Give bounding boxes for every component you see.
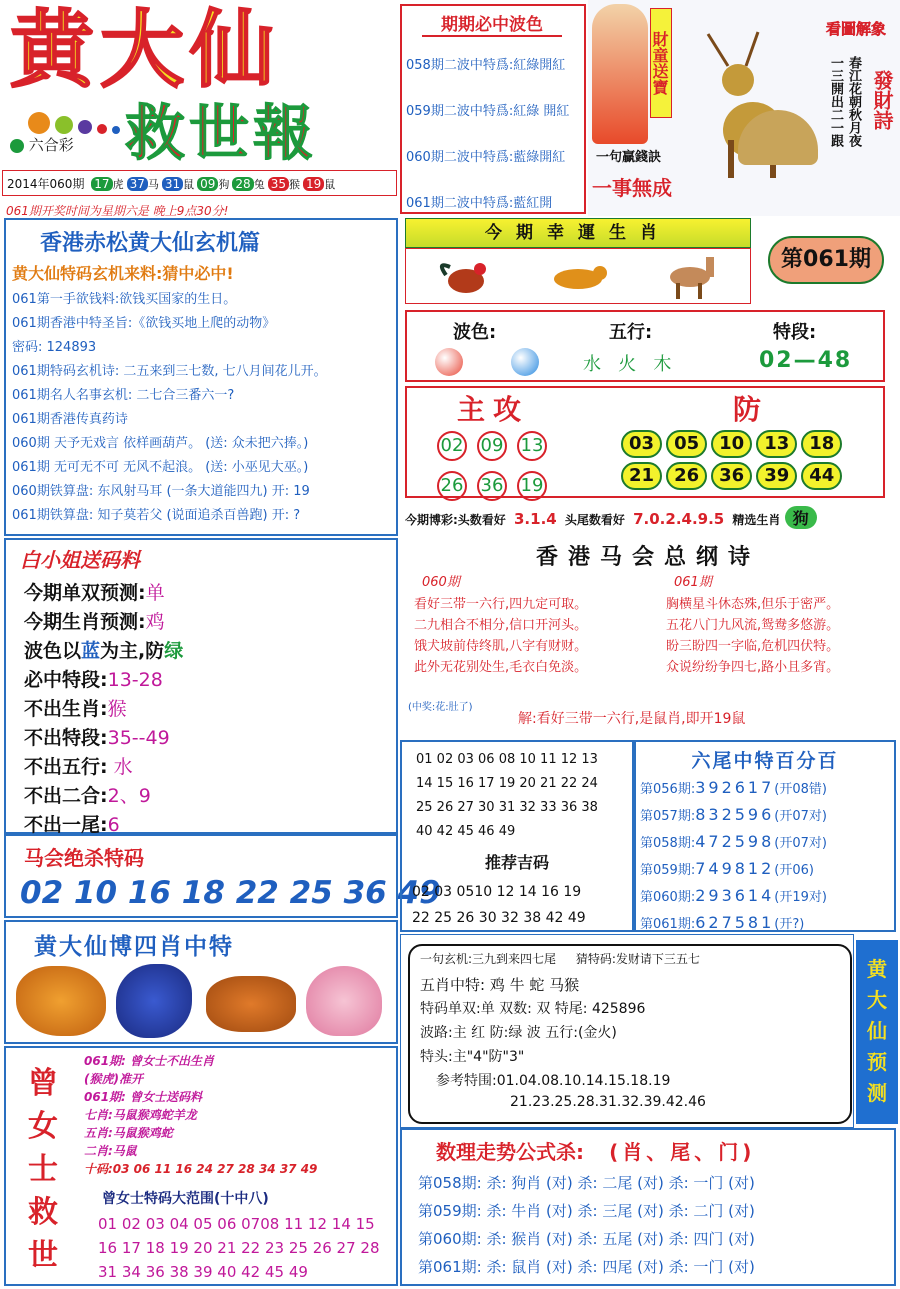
baixiao-row [24,753,396,782]
yuce-char: 黄 [867,957,887,981]
brand-label: 六合彩 [10,134,74,155]
zhu-number: 19 [517,471,547,501]
yiju-row: 波路:主 红 防:绿 波 五行:(金火) [420,1025,617,1041]
blue-ball-icon [511,348,539,376]
zeng-range-line: 31 34 36 38 39 40 42 45 49 [98,1263,308,1281]
result-number: 31 [162,177,183,191]
zeng-range-title: 曾女士特码大范围(十中八) [102,1191,269,1207]
baixiao-key: 不出五行: [24,756,108,778]
wave-title: 期期必中波色 [422,10,562,37]
liuwei-nums: 749812 [695,859,775,878]
zeng-line: 五肖:马鼠猴鸡蛇 [84,1126,173,1140]
liuwei-period: 第060期: [640,890,696,905]
yiju-row: 特头:主"4"防"3" [420,1049,525,1065]
gongshi-row: 第061期: 杀: 鼠肖 (对) 杀: 四尾 (对) 杀: 一门 (对) [418,1258,755,1276]
result-number: 17 [91,177,112,191]
baixiao-value: 2、9 [107,785,151,807]
liuwei-row [640,829,894,856]
jima-rec-line: 02 03 0510 12 14 16 19 [412,884,582,900]
title-main: 黄大仙 [10,1,281,99]
wave-row: 059期二波中特爲:紅綠 開紅 [406,104,570,119]
zonggang-title: 香港马会总纲诗 [535,545,760,570]
xuanji-line: 061期特码玄机诗: 二五来到三七数, 七八月间花儿开。 [12,364,327,379]
attr-box [405,310,885,382]
xuanji-line: 061期香港中特圣旨:《欲钱买地上爬的动物》 [12,316,276,331]
yuce-char: 大 [867,988,887,1012]
xuanji-sub: 黄大仙特码玄机来料:猜中必中! [12,264,234,283]
yiju-line-1b: 猜特码:发财请下三五七 [575,952,700,966]
jima-rec-line: 22 25 26 30 32 38 42 49 [412,910,586,926]
fang-number: 13 [756,430,797,458]
bocai-label-3: 精选生肖 [732,513,781,527]
jima-title: 推荐吉码 [484,853,549,872]
baixiao-value: 13-28 [107,669,163,691]
yiju-row: 五肖中特: 鸡 牛 蛇 马猴 [420,976,580,994]
xuanji-title: 香港赤松黄大仙玄机篇 [40,231,261,256]
liuwei-row [640,910,894,937]
zhu-number: 36 [477,471,507,501]
zeng-box [4,1046,398,1286]
yiju-line-1: 一句玄机:三九到来四七尾 [420,952,557,966]
title-sub: 救世報 [125,99,317,169]
bocai-value-2: 7.0.2.4.9.5 [633,510,725,528]
result-zodiac: 猴 [288,178,300,191]
poem-line: 此外无花别处生,毛衣白免淡。 [414,660,588,675]
liuwei-period: 第059期: [640,863,696,878]
liuwei-nums: 293614 [695,886,775,905]
fang-number: 03 [621,430,662,458]
baixiao-value: 猴 [107,698,127,720]
wave-box [400,4,586,214]
xuanji-line: 061期名人名事玄机: 二七合三番六一? [12,388,235,403]
notice: 061期开奖时间为星期六是 晚上9点30分! [6,204,229,218]
bose-label: 波色: [453,322,497,343]
horse-icon [662,253,722,301]
liuwei-title: 六尾中特百分百 [691,750,839,772]
xuanji-line: 密码: 124893 [12,340,97,355]
baixiao-value-2: 绿 [164,640,184,662]
zeng-line: 十码:03 06 11 16 24 27 28 34 37 49 [84,1162,318,1176]
yiju-row: 特码单双:单 双数: 双 特尾: 425896 [420,1001,646,1017]
jima-line: 25 26 27 30 31 32 33 36 38 [416,800,598,815]
zeng-line: 061期: 曾女士送码料 [84,1090,203,1104]
poem-title: 發財詩 [870,70,894,130]
zeng-range-line: 01 02 03 04 05 06 0708 11 12 14 15 [98,1215,375,1233]
baixiao-value: 蓝 [81,640,101,662]
liuwei-period: 第058期: [640,836,696,851]
zeng-char: 曾 [28,1066,58,1101]
baixiao-key: 不出生肖: [24,698,108,720]
liuwei-box [634,740,896,932]
liuwei-result: (开07对) [774,809,827,824]
result-zodiac: 马 [147,178,159,191]
jima-line: 01 02 03 06 08 10 11 12 13 [416,752,598,767]
result-number: 37 [127,177,148,191]
baixiao-value: 单 [145,582,165,604]
fang-number: 39 [756,462,797,490]
liuwei-row [640,775,894,802]
yuce-char: 测 [867,1081,887,1105]
liuwei-nums: 832596 [695,805,775,824]
yiju-row: 21.23.25.28.31.32.39.42.46 [510,1094,706,1110]
rabbit-picture-icon [306,966,382,1036]
gongshi-box [400,1128,896,1286]
red-ball-icon [435,348,463,376]
baixiao-row [24,724,396,753]
zeng-char: 世 [28,1238,58,1273]
result-zodiac: 狗 [218,178,230,191]
wave-row: 061期二波中特爲:藍紅開 [406,196,553,211]
results-bar [2,170,397,196]
zhu-number: 02 [437,431,467,461]
baixiao-key-2: 为主,防 [100,640,165,662]
liuwei-result: (开?) [774,917,805,932]
zonggang-060-label: 060期 [422,575,460,590]
result-zodiac: 虎 [112,178,124,191]
baixiao-key: 不出一尾: [24,814,108,836]
jima-line: 40 42 45 46 49 [416,824,516,839]
bocai-bar [405,506,895,532]
rooster-icon [436,255,496,299]
fang-number: 10 [711,430,752,458]
liuwei-result: (开06) [774,863,814,878]
baixiao-box [4,538,398,834]
poem-line: 众说纷纷争四七,路小且多宵。 [666,660,840,675]
zhu-number: 09 [477,431,507,461]
poem-line: 看好三带一六行,四九定可取。 [414,597,588,612]
zeng-char: 救 [28,1195,58,1230]
zeng-line: 二肖:马鼠 [84,1144,137,1158]
yiju-label: 一句贏錢訣 [596,150,662,165]
baixiao-row [24,695,396,724]
yuce-char: 预 [867,1050,887,1074]
result-number: 19 [303,177,324,191]
poem-col-1: 春江花朝秋月夜 [846,56,861,147]
poem-line: 胸横星斗休态殊,但乐于密严。 [666,597,840,612]
jima-line: 14 15 16 17 19 20 21 22 24 [416,776,598,791]
baixiao-value: 6 [107,814,120,836]
baixiao-title: 白小姐送码料 [20,548,140,572]
liuwei-result: (开07对) [774,836,827,851]
bocai-label-2: 头尾数看好 [564,513,625,527]
baixiao-key: 今期生肖预测: [24,611,146,633]
xuanji-line: 060期 天予无戏言 依样画葫芦。 (送: 众未把六捧。) [12,436,309,451]
result-zodiac: 鼠 [183,178,195,191]
gongshi-title: 数理走势公式杀: [436,1140,584,1164]
poem-line: 五花八门九风流,鸳鸯多悠游。 [666,618,840,633]
zhu-number: 13 [517,431,547,461]
xuanji-line: 061期铁算盘: 知子莫若父 (说面追杀百兽跑) 开: ? [12,508,301,523]
liuwei-nums: 392617 [695,778,775,797]
wuxing-label: 五行: [609,322,653,343]
bocai-value-1: 3.1.4 [514,510,557,528]
zhu-number: 26 [437,471,467,501]
result-number: 09 [197,177,218,191]
ox-picture-icon [206,976,296,1032]
cai-tong-label: 財童送寶 [650,8,672,118]
fang-number: 44 [801,462,842,490]
yiju-row: 参考特围:01.04.08.10.14.15.18.19 [436,1073,671,1089]
zeng-char: 士 [28,1152,58,1187]
liuwei-row [640,883,894,910]
result-number: 35 [268,177,289,191]
zonggang-right-poem [666,594,894,678]
zeng-line: 061期: 曾女士不出生肖 [84,1054,215,1068]
liuwei-nums: 472598 [695,832,775,851]
fang-number: 26 [666,462,707,490]
issue-label: 2014年060期 [7,177,85,191]
teduan-label: 特段: [773,322,817,343]
fang-number: 05 [666,430,707,458]
wave-row: 058期二波中特爲:紅綠開紅 [406,58,566,73]
fang-label: 防 [733,393,762,426]
fang-numbers [621,428,883,492]
poem-line: 饿犬坡前侍终肌,八字有财财。 [414,639,588,654]
result-zodiac: 鼠 [324,178,336,191]
poem-col-2: 一三開出二一跟 [828,56,843,147]
sixiao-box [4,920,398,1044]
zeng-char: 女 [28,1109,58,1144]
gongshi-row: 第058期: 杀: 狗肖 (对) 杀: 二尾 (对) 杀: 一门 (对) [418,1174,755,1192]
baixiao-key: 波色以 [24,640,82,662]
zonggang-jie: 解:看好三带一六行,是鼠肖,即开19鼠 [518,711,746,727]
liuwei-nums: 627581 [695,913,775,932]
baixiao-key: 不出二合: [24,785,108,807]
attack-box [405,386,885,498]
fang-number: 18 [801,430,842,458]
liuwei-result: (开19对) [774,890,827,905]
dragon-picture-icon [116,964,192,1038]
zeng-line: 七肖:马鼠猴鸡蛇羊龙 [84,1108,197,1122]
zonggang-box [400,534,896,738]
xuanji-line: 061期香港传真药诗 [12,412,128,427]
bocai-value-3: 狗 [785,506,817,529]
zeng-vertical-title [28,1062,78,1277]
tiger-icon [546,259,610,295]
baixiao-value: 鸡 [145,611,165,633]
yuce-vertical [856,940,898,1124]
baixiao-row [24,637,396,666]
gongshi-row: 第059期: 杀: 牛肖 (对) 杀: 三尾 (对) 杀: 二门 (对) [418,1202,755,1220]
xuanji-line: 061第一手欲钱料:欲钱买国家的生日。 [12,292,237,307]
xuanji-box [4,218,398,536]
zonggang-left-poem [414,594,662,678]
baixiao-row [24,608,396,637]
yuce-char: 仙 [867,1019,887,1043]
jisha-title: 马会绝杀特码 [24,846,144,870]
yishi-label: 一事無成 [592,176,672,200]
jima-box [400,740,634,932]
liuwei-result: (开08错) [774,782,827,797]
baixiao-row [24,666,396,695]
baixiao-value: 水 [107,756,133,778]
zhu-label: 主攻 [457,393,530,426]
jisha-box [4,834,441,918]
result-zodiac: 兔 [253,178,265,191]
baixiao-key: 必中特段: [24,669,108,691]
cai-tong-icon [592,4,648,144]
sixiao-title: 黄大仙博四肖中特 [34,934,234,960]
lucky-animals [405,248,751,304]
wuxing-values: 水 火 木 [583,354,672,375]
baixiao-key: 不出特段: [24,727,108,749]
liuwei-period: 第057期: [640,809,696,824]
xuanji-line: 061期 无可无不可 无风不起浪。 (送: 小巫见大巫。) [12,460,309,475]
baixiao-row [24,579,396,608]
fang-number: 36 [711,462,752,490]
teduan-value: 02—48 [759,348,853,373]
baixiao-row [24,782,396,811]
wave-row: 060期二波中特爲:藍綠開紅 [406,150,566,165]
zhu-numbers [437,426,587,506]
result-number: 28 [232,177,253,191]
gongshi-tags: (肖、尾、门) [609,1140,756,1164]
liuwei-row [640,856,894,883]
bocai-label-1: 今期博彩:头数看好 [405,513,506,527]
fang-number: 21 [621,462,662,490]
xuanji-line: 060期铁算盘: 东风射马耳 (一条大道能四九) 开: 19 [12,484,310,499]
poem-corner: 看圖解象 [826,20,887,38]
zeng-range-line: 16 17 18 19 20 21 22 23 25 26 27 28 [98,1239,380,1257]
zonggang-061-label: 061期 [674,575,712,590]
liuwei-period: 第056期: [640,782,696,797]
poem-line: 盼三盼四一字临,危机四伏特。 [666,639,840,654]
liuwei-period: 第061期: [640,917,696,932]
jisha-numbers: 02 10 16 18 22 25 36 49 [20,875,441,911]
banner [588,0,900,216]
gongshi-row: 第060期: 杀: 猴肖 (对) 杀: 五尾 (对) 杀: 四门 (对) [418,1230,755,1248]
yiju-box [408,944,852,1124]
tiger-picture-icon [16,966,106,1036]
liuwei-row [640,802,894,829]
zeng-line: (猴虎)准开 [84,1072,143,1086]
zeng-range [98,1212,398,1284]
lucky-issue: 第061期 [768,236,884,284]
baixiao-value: 35--49 [107,727,170,749]
poem-line: 二九相合不相分,信口开河头。 [414,618,588,633]
lucky-title: 今期幸運生肖 [405,218,751,248]
zeng-lines [84,1052,394,1178]
baixiao-key: 今期单双预测: [24,582,146,604]
zonggang-small-note: (中奖:花:肚了) [408,702,473,713]
